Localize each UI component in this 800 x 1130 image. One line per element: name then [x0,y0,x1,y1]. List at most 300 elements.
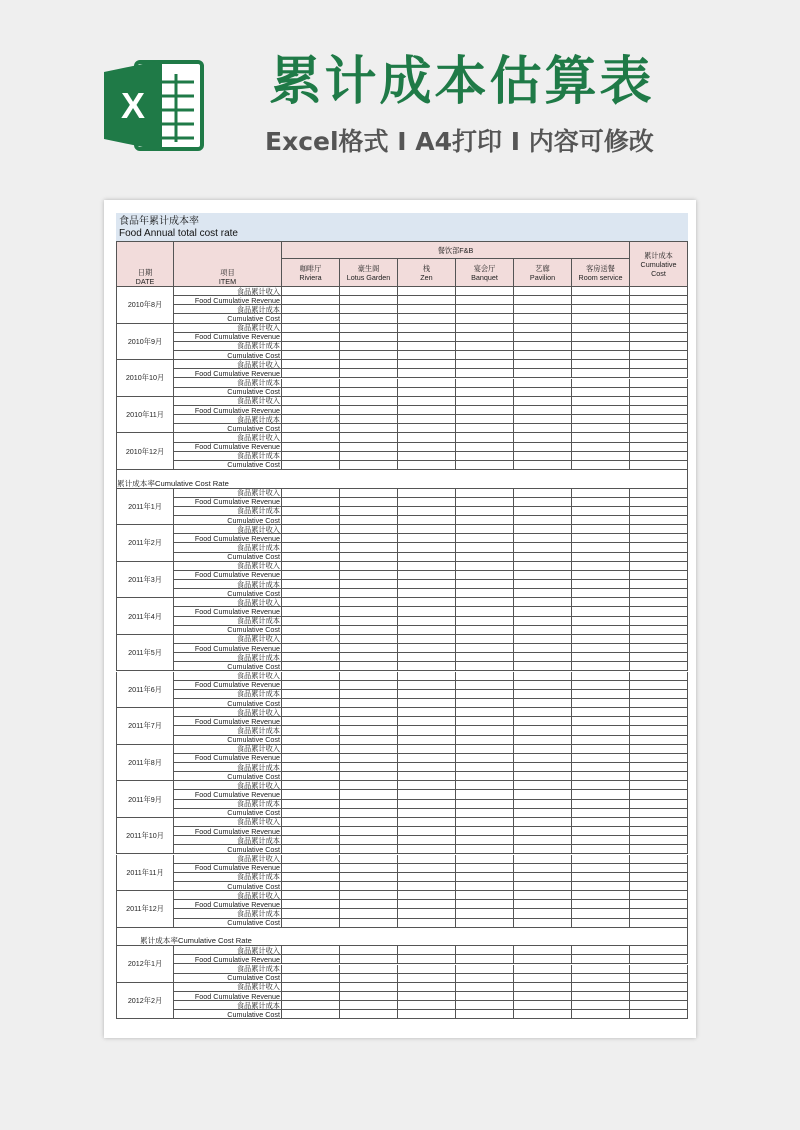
data-cell[interactable] [456,745,514,754]
data-cell[interactable] [456,516,514,525]
data-cell[interactable] [456,690,514,699]
data-cell[interactable] [630,827,688,836]
data-cell[interactable] [630,543,688,552]
data-cell[interactable] [282,333,340,342]
data-cell[interactable] [572,598,630,607]
data-cell[interactable] [630,818,688,827]
data-cell[interactable] [340,553,398,562]
data-cell[interactable] [340,617,398,626]
data-cell[interactable] [514,855,572,864]
data-cell[interactable] [398,891,456,900]
data-cell[interactable] [630,772,688,781]
data-cell[interactable] [398,498,456,507]
data-cell[interactable] [282,974,340,983]
data-cell[interactable] [572,406,630,415]
data-cell[interactable] [572,790,630,799]
data-cell[interactable] [514,406,572,415]
data-cell[interactable] [398,461,456,470]
data-cell[interactable] [514,827,572,836]
data-cell[interactable] [398,589,456,598]
data-cell[interactable] [340,534,398,543]
data-cell[interactable] [514,507,572,516]
data-cell[interactable] [572,626,630,635]
data-cell[interactable] [340,433,398,442]
data-cell[interactable] [630,626,688,635]
data-cell[interactable] [630,873,688,882]
data-cell[interactable] [340,379,398,388]
data-cell[interactable] [340,333,398,342]
data-cell[interactable] [456,955,514,964]
data-cell[interactable] [514,296,572,305]
data-cell[interactable] [398,919,456,928]
data-cell[interactable] [572,800,630,809]
data-cell[interactable] [340,708,398,717]
data-cell[interactable] [514,1001,572,1010]
data-cell[interactable] [340,498,398,507]
data-cell[interactable] [630,763,688,772]
data-cell[interactable] [282,919,340,928]
data-cell[interactable] [456,662,514,671]
data-cell[interactable] [282,379,340,388]
data-cell[interactable] [630,800,688,809]
data-cell[interactable] [630,433,688,442]
data-cell[interactable] [340,489,398,498]
data-cell[interactable] [630,314,688,323]
data-cell[interactable] [514,543,572,552]
data-cell[interactable] [340,562,398,571]
data-cell[interactable] [340,845,398,854]
data-cell[interactable] [398,516,456,525]
data-cell[interactable] [398,452,456,461]
data-cell[interactable] [340,672,398,681]
data-cell[interactable] [630,351,688,360]
data-cell[interactable] [514,974,572,983]
data-cell[interactable] [282,763,340,772]
data-cell[interactable] [282,397,340,406]
data-cell[interactable] [456,965,514,974]
data-cell[interactable] [572,955,630,964]
data-cell[interactable] [398,1001,456,1010]
data-cell[interactable] [514,379,572,388]
data-cell[interactable] [282,946,340,955]
data-cell[interactable] [572,397,630,406]
data-cell[interactable] [340,800,398,809]
data-cell[interactable] [630,388,688,397]
data-cell[interactable] [282,855,340,864]
data-cell[interactable] [630,397,688,406]
data-cell[interactable] [398,553,456,562]
data-cell[interactable] [572,717,630,726]
data-cell[interactable] [398,672,456,681]
data-cell[interactable] [282,690,340,699]
data-cell[interactable] [456,607,514,616]
data-cell[interactable] [456,598,514,607]
data-cell[interactable] [282,351,340,360]
data-cell[interactable] [456,736,514,745]
data-cell[interactable] [630,489,688,498]
data-cell[interactable] [514,955,572,964]
data-cell[interactable] [340,891,398,900]
data-cell[interactable] [282,324,340,333]
data-cell[interactable] [630,662,688,671]
data-cell[interactable] [398,827,456,836]
data-cell[interactable] [572,681,630,690]
data-cell[interactable] [282,589,340,598]
data-cell[interactable] [514,534,572,543]
data-cell[interactable] [456,360,514,369]
data-cell[interactable] [398,717,456,726]
data-cell[interactable] [456,1001,514,1010]
data-cell[interactable] [456,708,514,717]
data-cell[interactable] [630,965,688,974]
data-cell[interactable] [456,772,514,781]
data-cell[interactable] [630,983,688,992]
data-cell[interactable] [630,754,688,763]
data-cell[interactable] [340,1001,398,1010]
data-cell[interactable] [630,699,688,708]
data-cell[interactable] [630,424,688,433]
data-cell[interactable] [572,516,630,525]
data-cell[interactable] [398,965,456,974]
data-cell[interactable] [282,800,340,809]
data-cell[interactable] [340,699,398,708]
data-cell[interactable] [514,736,572,745]
data-cell[interactable] [514,580,572,589]
data-cell[interactable] [340,955,398,964]
data-cell[interactable] [340,873,398,882]
data-cell[interactable] [514,690,572,699]
data-cell[interactable] [572,836,630,845]
data-cell[interactable] [398,333,456,342]
data-cell[interactable] [456,525,514,534]
data-cell[interactable] [340,662,398,671]
data-cell[interactable] [340,919,398,928]
data-cell[interactable] [456,406,514,415]
data-cell[interactable] [282,873,340,882]
data-cell[interactable] [456,489,514,498]
data-cell[interactable] [572,809,630,818]
data-cell[interactable] [572,965,630,974]
data-cell[interactable] [398,296,456,305]
data-cell[interactable] [630,333,688,342]
data-cell[interactable] [282,626,340,635]
data-cell[interactable] [630,617,688,626]
data-cell[interactable] [456,809,514,818]
data-cell[interactable] [398,845,456,854]
data-cell[interactable] [514,772,572,781]
data-cell[interactable] [398,543,456,552]
data-cell[interactable] [282,489,340,498]
data-cell[interactable] [340,653,398,662]
data-cell[interactable] [282,415,340,424]
data-cell[interactable] [340,296,398,305]
data-cell[interactable] [572,562,630,571]
data-cell[interactable] [630,498,688,507]
data-cell[interactable] [398,617,456,626]
data-cell[interactable] [572,489,630,498]
data-cell[interactable] [456,717,514,726]
data-cell[interactable] [630,909,688,918]
data-cell[interactable] [282,717,340,726]
data-cell[interactable] [572,314,630,323]
data-cell[interactable] [514,415,572,424]
data-cell[interactable] [340,452,398,461]
data-cell[interactable] [630,653,688,662]
data-cell[interactable] [572,763,630,772]
data-cell[interactable] [282,305,340,314]
data-cell[interactable] [456,644,514,653]
data-cell[interactable] [282,571,340,580]
data-cell[interactable] [282,809,340,818]
data-cell[interactable] [398,598,456,607]
data-cell[interactable] [398,443,456,452]
data-cell[interactable] [572,900,630,909]
data-cell[interactable] [514,672,572,681]
data-cell[interactable] [630,809,688,818]
data-cell[interactable] [282,708,340,717]
data-cell[interactable] [514,424,572,433]
data-cell[interactable] [282,342,340,351]
data-cell[interactable] [456,974,514,983]
data-cell[interactable] [456,333,514,342]
data-cell[interactable] [398,946,456,955]
data-cell[interactable] [398,305,456,314]
data-cell[interactable] [572,845,630,854]
data-cell[interactable] [340,992,398,1001]
data-cell[interactable] [630,525,688,534]
data-cell[interactable] [630,443,688,452]
data-cell[interactable] [456,983,514,992]
data-cell[interactable] [282,891,340,900]
data-cell[interactable] [514,433,572,442]
data-cell[interactable] [398,653,456,662]
data-cell[interactable] [282,314,340,323]
data-cell[interactable] [456,461,514,470]
data-cell[interactable] [572,644,630,653]
data-cell[interactable] [514,653,572,662]
data-cell[interactable] [572,379,630,388]
data-cell[interactable] [630,672,688,681]
data-cell[interactable] [282,882,340,891]
data-cell[interactable] [630,882,688,891]
data-cell[interactable] [514,992,572,1001]
data-cell[interactable] [456,992,514,1001]
data-cell[interactable] [572,653,630,662]
data-cell[interactable] [456,1010,514,1019]
data-cell[interactable] [514,498,572,507]
data-cell[interactable] [398,992,456,1001]
data-cell[interactable] [572,617,630,626]
data-cell[interactable] [514,598,572,607]
data-cell[interactable] [340,571,398,580]
data-cell[interactable] [572,452,630,461]
data-cell[interactable] [630,571,688,580]
data-cell[interactable] [456,553,514,562]
data-cell[interactable] [572,992,630,1001]
data-cell[interactable] [514,461,572,470]
data-cell[interactable] [456,452,514,461]
data-cell[interactable] [514,717,572,726]
data-cell[interactable] [630,461,688,470]
data-cell[interactable] [572,983,630,992]
data-cell[interactable] [340,516,398,525]
data-cell[interactable] [572,754,630,763]
data-cell[interactable] [398,342,456,351]
data-cell[interactable] [514,900,572,909]
data-cell[interactable] [456,882,514,891]
data-cell[interactable] [282,955,340,964]
data-cell[interactable] [398,781,456,790]
data-cell[interactable] [572,507,630,516]
data-cell[interactable] [282,699,340,708]
data-cell[interactable] [282,653,340,662]
data-cell[interactable] [398,909,456,918]
data-cell[interactable] [572,818,630,827]
data-cell[interactable] [456,790,514,799]
data-cell[interactable] [456,781,514,790]
data-cell[interactable] [630,891,688,900]
data-cell[interactable] [572,342,630,351]
data-cell[interactable] [340,342,398,351]
data-cell[interactable] [514,369,572,378]
data-cell[interactable] [340,598,398,607]
data-cell[interactable] [340,681,398,690]
data-cell[interactable] [572,351,630,360]
data-cell[interactable] [282,818,340,827]
data-cell[interactable] [398,626,456,635]
data-cell[interactable] [514,864,572,873]
data-cell[interactable] [630,900,688,909]
data-cell[interactable] [398,690,456,699]
data-cell[interactable] [630,607,688,616]
data-cell[interactable] [282,745,340,754]
data-cell[interactable] [340,754,398,763]
data-cell[interactable] [630,342,688,351]
data-cell[interactable] [630,360,688,369]
data-cell[interactable] [456,681,514,690]
data-cell[interactable] [282,1001,340,1010]
data-cell[interactable] [456,498,514,507]
data-cell[interactable] [572,672,630,681]
data-cell[interactable] [340,369,398,378]
data-cell[interactable] [282,617,340,626]
data-cell[interactable] [398,809,456,818]
data-cell[interactable] [340,580,398,589]
data-cell[interactable] [340,690,398,699]
data-cell[interactable] [398,900,456,909]
data-cell[interactable] [398,1010,456,1019]
data-cell[interactable] [456,580,514,589]
data-cell[interactable] [456,415,514,424]
data-cell[interactable] [514,617,572,626]
data-cell[interactable] [456,827,514,836]
data-cell[interactable] [340,461,398,470]
data-cell[interactable] [456,296,514,305]
data-cell[interactable] [572,736,630,745]
data-cell[interactable] [282,909,340,918]
data-cell[interactable] [572,443,630,452]
data-cell[interactable] [340,864,398,873]
data-cell[interactable] [282,992,340,1001]
data-cell[interactable] [514,516,572,525]
data-cell[interactable] [456,891,514,900]
data-cell[interactable] [514,800,572,809]
data-cell[interactable] [456,873,514,882]
data-cell[interactable] [456,626,514,635]
data-cell[interactable] [282,836,340,845]
data-cell[interactable] [572,772,630,781]
data-cell[interactable] [572,324,630,333]
data-cell[interactable] [340,607,398,616]
data-cell[interactable] [456,864,514,873]
data-cell[interactable] [282,562,340,571]
data-cell[interactable] [514,287,572,296]
data-cell[interactable] [630,781,688,790]
data-cell[interactable] [456,900,514,909]
data-cell[interactable] [630,681,688,690]
data-cell[interactable] [630,736,688,745]
data-cell[interactable] [514,351,572,360]
data-cell[interactable] [398,379,456,388]
data-cell[interactable] [340,314,398,323]
data-cell[interactable] [398,726,456,735]
data-cell[interactable] [398,955,456,964]
data-cell[interactable] [514,562,572,571]
data-cell[interactable] [572,1001,630,1010]
data-cell[interactable] [630,369,688,378]
data-cell[interactable] [456,534,514,543]
data-cell[interactable] [572,919,630,928]
data-cell[interactable] [340,882,398,891]
data-cell[interactable] [630,790,688,799]
data-cell[interactable] [398,864,456,873]
data-cell[interactable] [282,534,340,543]
data-cell[interactable] [456,726,514,735]
data-cell[interactable] [514,891,572,900]
data-cell[interactable] [282,845,340,854]
data-cell[interactable] [398,369,456,378]
data-cell[interactable] [340,1010,398,1019]
data-cell[interactable] [572,369,630,378]
data-cell[interactable] [514,909,572,918]
data-cell[interactable] [630,287,688,296]
data-cell[interactable] [282,507,340,516]
data-cell[interactable] [514,635,572,644]
data-cell[interactable] [630,452,688,461]
data-cell[interactable] [456,800,514,809]
data-cell[interactable] [340,443,398,452]
data-cell[interactable] [282,827,340,836]
data-cell[interactable] [456,443,514,452]
data-cell[interactable] [282,681,340,690]
data-cell[interactable] [630,855,688,864]
data-cell[interactable] [572,827,630,836]
data-cell[interactable] [398,525,456,534]
data-cell[interactable] [340,644,398,653]
data-cell[interactable] [456,617,514,626]
data-cell[interactable] [282,864,340,873]
data-cell[interactable] [630,745,688,754]
data-cell[interactable] [398,388,456,397]
data-cell[interactable] [340,717,398,726]
data-cell[interactable] [282,525,340,534]
data-cell[interactable] [572,553,630,562]
data-cell[interactable] [282,543,340,552]
data-cell[interactable] [572,726,630,735]
data-cell[interactable] [572,543,630,552]
data-cell[interactable] [514,1010,572,1019]
data-cell[interactable] [282,296,340,305]
